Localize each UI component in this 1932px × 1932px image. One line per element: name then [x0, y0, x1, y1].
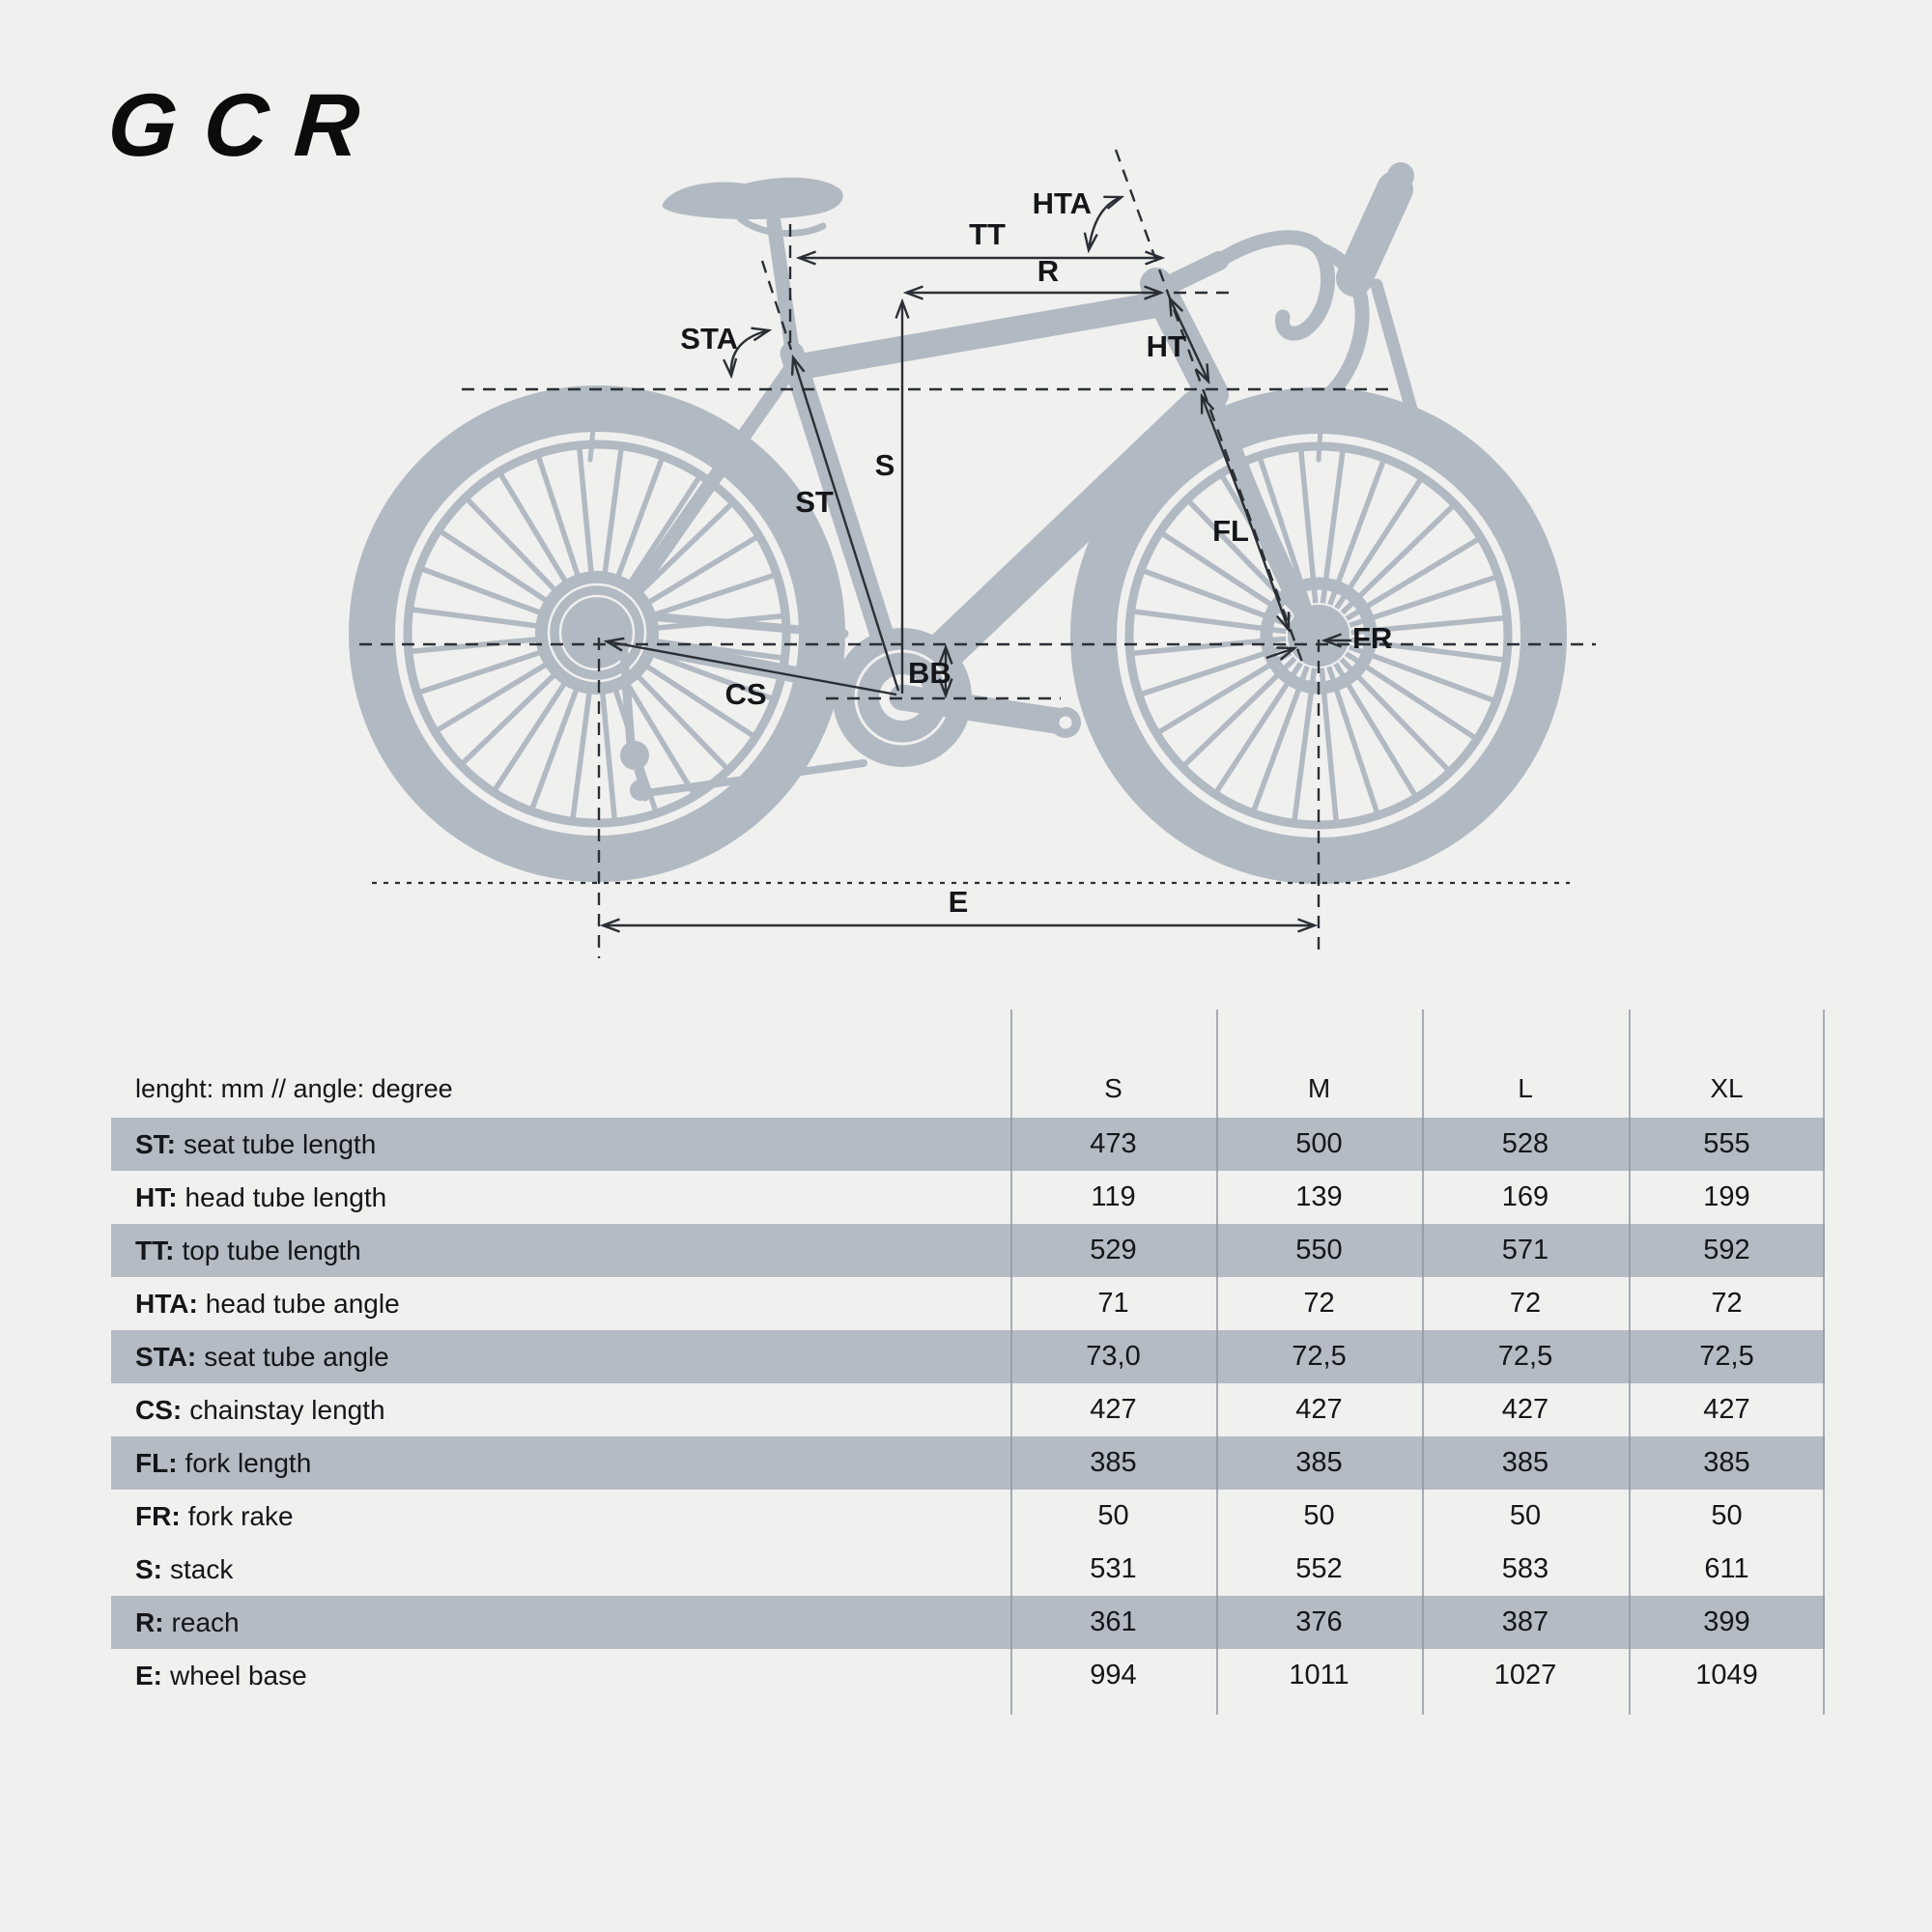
row-value: 1011 [1289, 1660, 1350, 1690]
row-value: 376 [1295, 1606, 1343, 1637]
row-value: 72 [1711, 1288, 1743, 1319]
row-desc: reach [171, 1606, 240, 1637]
table-row-e [111, 1649, 1825, 1702]
row-abbr: HT: [135, 1181, 178, 1212]
column-divider [1629, 1009, 1631, 1715]
row-value: 50 [1303, 1500, 1335, 1531]
row-desc: top tube length [182, 1235, 361, 1265]
label-bb: BB [908, 656, 952, 690]
row-value: 119 [1091, 1181, 1136, 1212]
row-value: 139 [1295, 1181, 1343, 1212]
row-value: 427 [1703, 1394, 1750, 1425]
row-desc: fork length [185, 1447, 312, 1478]
row-abbr: S: [135, 1553, 162, 1584]
row-value: 500 [1295, 1128, 1343, 1159]
table-row-r [111, 1596, 1825, 1649]
row-label [111, 1129, 1010, 1160]
row-value: 169 [1501, 1181, 1549, 1212]
row-label [111, 1289, 1010, 1320]
table-row-fr [111, 1490, 1825, 1543]
row-label [111, 1182, 1010, 1213]
row-abbr: CS: [135, 1394, 183, 1425]
units-header: lenght: mm // angle: degree [135, 1074, 453, 1103]
row-desc: chainstay length [189, 1394, 385, 1425]
row-value: 387 [1501, 1606, 1549, 1637]
column-divider [1010, 1009, 1012, 1715]
row-desc: head tube angle [205, 1288, 400, 1319]
label-r: R [1037, 254, 1060, 288]
row-value: 427 [1295, 1394, 1343, 1425]
row-value: 1027 [1493, 1660, 1557, 1690]
row-value: 385 [1501, 1447, 1549, 1478]
row-value: 531 [1090, 1553, 1137, 1584]
row-desc: head tube length [185, 1181, 387, 1212]
label-st: ST [795, 485, 834, 519]
row-desc: fork rake [187, 1500, 294, 1531]
table-row-s [111, 1543, 1825, 1596]
row-value: 73,0 [1086, 1341, 1141, 1372]
row-value: 399 [1703, 1606, 1750, 1637]
table-row-cs [111, 1383, 1825, 1436]
row-value: 50 [1711, 1500, 1743, 1531]
row-desc: seat tube angle [204, 1341, 389, 1372]
brand-logo: GCR [104, 76, 389, 175]
label-tt: TT [969, 217, 1006, 251]
row-value: 361 [1090, 1606, 1137, 1637]
column-divider [1823, 1009, 1825, 1715]
row-value: 72 [1303, 1288, 1335, 1319]
row-desc: stack [170, 1553, 234, 1584]
row-abbr: FL: [135, 1447, 178, 1478]
row-label [111, 1554, 1010, 1585]
table-row-hta [111, 1277, 1825, 1330]
column-divider [1216, 1009, 1218, 1715]
row-value: 994 [1090, 1660, 1137, 1690]
row-value: 427 [1501, 1394, 1549, 1425]
row-desc: seat tube length [184, 1128, 377, 1159]
row-label [111, 1661, 1010, 1691]
label-ht: HT [1146, 329, 1186, 363]
table-header-row [111, 1009, 1825, 1118]
column-divider [1422, 1009, 1424, 1715]
size-header-xl: XL [1710, 1073, 1744, 1103]
row-value: 1049 [1695, 1660, 1758, 1690]
row-label [111, 1501, 1010, 1532]
table-row-sta [111, 1330, 1825, 1383]
row-label [111, 1342, 1010, 1373]
row-value: 552 [1295, 1553, 1343, 1584]
row-abbr: R: [135, 1606, 164, 1637]
row-abbr: ST: [135, 1128, 176, 1159]
row-abbr: HTA: [135, 1288, 198, 1319]
geometry-table [111, 1009, 1825, 1716]
bike-silhouette [372, 162, 1544, 861]
row-value: 72,5 [1292, 1341, 1347, 1372]
label-s: S [874, 448, 895, 482]
row-value: 71 [1097, 1288, 1129, 1319]
table-row-fl [111, 1436, 1825, 1490]
row-label [111, 1236, 1010, 1266]
row-value: 72 [1509, 1288, 1542, 1319]
table-row-st [111, 1118, 1825, 1171]
table-row-tt [111, 1224, 1825, 1277]
row-label [111, 1395, 1010, 1426]
row-value: 571 [1501, 1235, 1549, 1265]
row-label [111, 1607, 1010, 1638]
row-value: 611 [1704, 1553, 1749, 1584]
row-value: 528 [1501, 1128, 1549, 1159]
row-value: 529 [1090, 1235, 1137, 1265]
table-row-ht [111, 1171, 1825, 1224]
row-value: 72,5 [1699, 1341, 1754, 1372]
row-value: 72,5 [1497, 1341, 1553, 1372]
label-sta: STA [680, 322, 738, 355]
row-value: 50 [1097, 1500, 1129, 1531]
row-value: 385 [1090, 1447, 1137, 1478]
row-label [111, 1448, 1010, 1479]
row-value: 199 [1703, 1181, 1750, 1212]
row-desc: wheel base [170, 1660, 307, 1690]
row-abbr: FR: [135, 1500, 181, 1531]
row-value: 550 [1295, 1235, 1343, 1265]
row-value: 583 [1501, 1553, 1549, 1584]
row-abbr: STA: [135, 1341, 197, 1372]
size-header-m: M [1307, 1073, 1331, 1103]
size-header-s: S [1104, 1073, 1122, 1103]
row-value: 427 [1090, 1394, 1137, 1425]
size-header-l: L [1518, 1073, 1533, 1103]
row-value: 50 [1509, 1500, 1542, 1531]
row-abbr: E: [135, 1660, 162, 1690]
label-cs: CS [724, 677, 767, 711]
row-abbr: TT: [135, 1235, 175, 1265]
row-value: 385 [1295, 1447, 1343, 1478]
row-value: 555 [1703, 1128, 1750, 1159]
row-value: 385 [1703, 1447, 1750, 1478]
label-hta: HTA [1032, 186, 1092, 220]
row-value: 473 [1090, 1128, 1137, 1159]
row-value: 592 [1703, 1235, 1750, 1265]
label-e: E [948, 885, 969, 919]
label-fr: FR [1352, 621, 1393, 655]
label-fl: FL [1212, 514, 1249, 548]
